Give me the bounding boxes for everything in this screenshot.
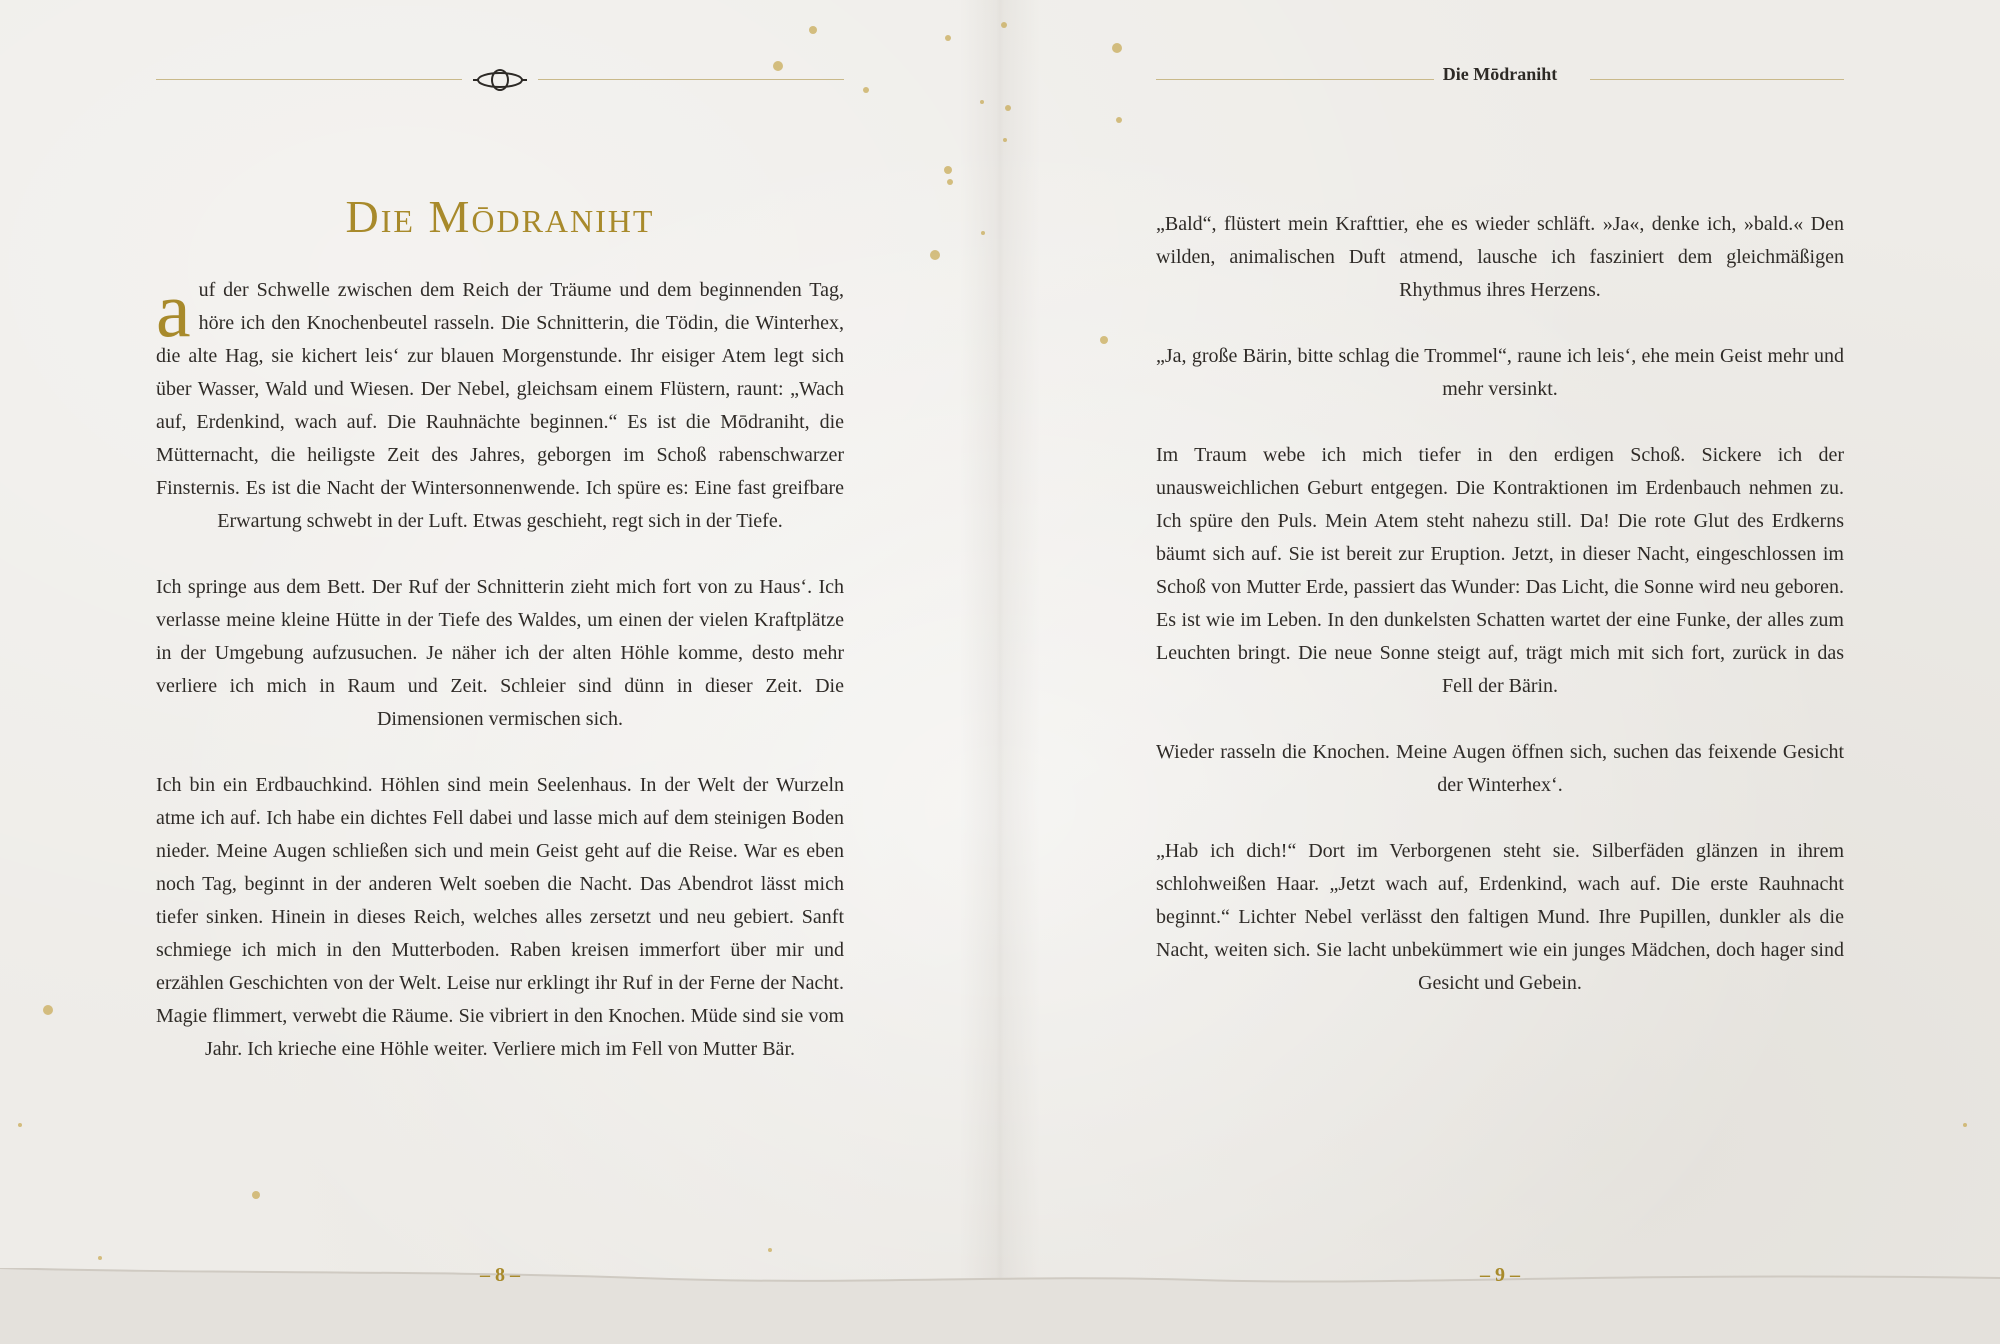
running-head-text: Die Mōdraniht xyxy=(1442,64,1558,84)
paragraph-3: Ich bin ein Erdbauchkind. Höhlen sind mein Seelenhaus. In der Welt der Wurzeln atme ich auf. Ich habe ein dichtes Fell dabei und lasse mich auf dem steinigen Boden nieder. Meine Augen schließen sich und mein Geist geht auf die Reise. War es eben noch Tag, beginnt in der anderen Welt soeben die Nacht. Das Abendrot lässt mich tiefer sinken. Hinein in dieses Reich, welches alles zersetzt und neu gebiert. Sanft schmiege ich mich in den Mutterboden. Raben kreisen immerfort über mir und erzählen Geschichten von der Welt. Leise nur erklingt ihr Ruf in der Ferne der Nacht. Magie flimmert, verwebt die Räume. Sie vibriert in den Knochen. Müde sind sie vom Jahr. Ich krieche eine Höhle weiter. Verliere mich im Fell von Mutter Bär. xyxy=(156,774,844,1060)
paragraph-2: „Ja, große Bärin, bitte schlag die Trommel“, raune ich leis‘, ehe mein Geist mehr und mehr versinkt. xyxy=(1156,345,1844,400)
paragraph-1 xyxy=(156,266,844,538)
right-body-text xyxy=(1156,208,1844,1033)
right-page xyxy=(1156,0,1844,1344)
book-gutter xyxy=(960,0,1040,1344)
page-number-right: – 9 – xyxy=(1480,1264,1520,1286)
left-page xyxy=(156,0,844,1344)
header-rule-left xyxy=(156,79,462,80)
left-body-text xyxy=(156,266,844,1099)
paragraph-1: „Bald“, flüstert mein Krafttier, ehe es wieder schläft. »Ja«, denke ich, »bald.« Den wilden, animalischen Duft atmend, lausche ich fasziniert dem gleichmäßigen Rhythmus ihres Herzens. xyxy=(1156,213,1844,301)
header-rule-right xyxy=(538,79,844,80)
knot-ornament-icon xyxy=(473,66,527,94)
paragraph-4: Wieder rasseln die Knochen. Meine Augen öffnen sich, suchen das feixende Gesicht der Winterhex‘. xyxy=(1156,741,1844,796)
paragraph-2: Ich springe aus dem Bett. Der Ruf der Schnitterin zieht mich fort von zu Haus‘. Ich verlasse meine kleine Hütte in der Tiefe des Waldes, um einen der vielen Kraftplätze in der Umgebung aufzusuchen. Je näher ich der alten Höhle komme, desto mehr verliere ich mich in Raum und Zeit. Schleier sind dünn in dieser Zeit. Die Dimensionen vermischen sich. xyxy=(156,576,844,730)
paragraph-1-text: uf der Schwelle zwischen dem Reich der Träume und dem beginnenden Tag, höre ich den Knochenbeutel rasseln. Die Schnitterin, die Tödin, die Winterhex, die alte Hag, sie kichert leis‘ zur blauen Morgenstunde. Ihr eisiger Atem legt sich über Wasser, Wald und Wiesen. Der Nebel, gleichsam einem Flüstern, raunt: „Wach auf, Erdenkind, wach auf. Die Rauhnächte beginnen.“ Es ist die Mōdraniht, die Mütternacht, die heiligste Zeit des Jahres, geborgen im Schoß rabenschwarzer Finsternis. Es ist die Nacht der Wintersonnenwende. Ich spüre es: Eine fast greifbare Erwartung schwebt in der Luft. Etwas geschieht, regt sich in der Tiefe. xyxy=(156,279,844,532)
paragraph-5: „Hab ich dich!“ Dort im Verborgenen steht sie. Silberfäden glänzen in ihrem schlohweißen Haar. „Jetzt wach auf, Erdenkind, wach auf. Die erste Rauhnacht beginnt.“ Lichter Nebel verlässt den faltigen Mund. Ihre Pupillen, dunkler als die Nacht, weiten sich. Sie lacht unbekümmert wie ein junges Mädchen, doch hager sind Gesicht und Gebein. xyxy=(1156,840,1844,994)
drop-cap: a xyxy=(156,266,191,353)
page-number-left: – 8 – xyxy=(480,1264,520,1286)
running-head xyxy=(1156,64,1844,85)
header-rule-right xyxy=(1590,79,1844,80)
paragraph-3: Im Traum webe ich mich tiefer in den erdigen Schoß. Sickere ich der unausweichlichen Geburt entgegen. Die Kontraktionen im Erdenbauch nehmen zu. Ich spüre den Puls. Mein Atem steht nahezu still. Da! Die rote Glut des Erdkerns bäumt sich auf. Sie ist bereit zur Eruption. Jetzt, in dieser Nacht, eingeschlossen im Schoß von Mutter Erde, passiert das Wunder: Das Licht, die Sonne wird neu geboren. Es ist wie im Leben. In den dunkelsten Schatten wartet der eine Funke, der alles zum Leuchten bringt. Die neue Sonne steigt auf, trägt mich mit sich fort, zurück in das Fell der Bärin. xyxy=(1156,444,1844,697)
chapter-title: Die Mōdraniht xyxy=(345,191,655,242)
